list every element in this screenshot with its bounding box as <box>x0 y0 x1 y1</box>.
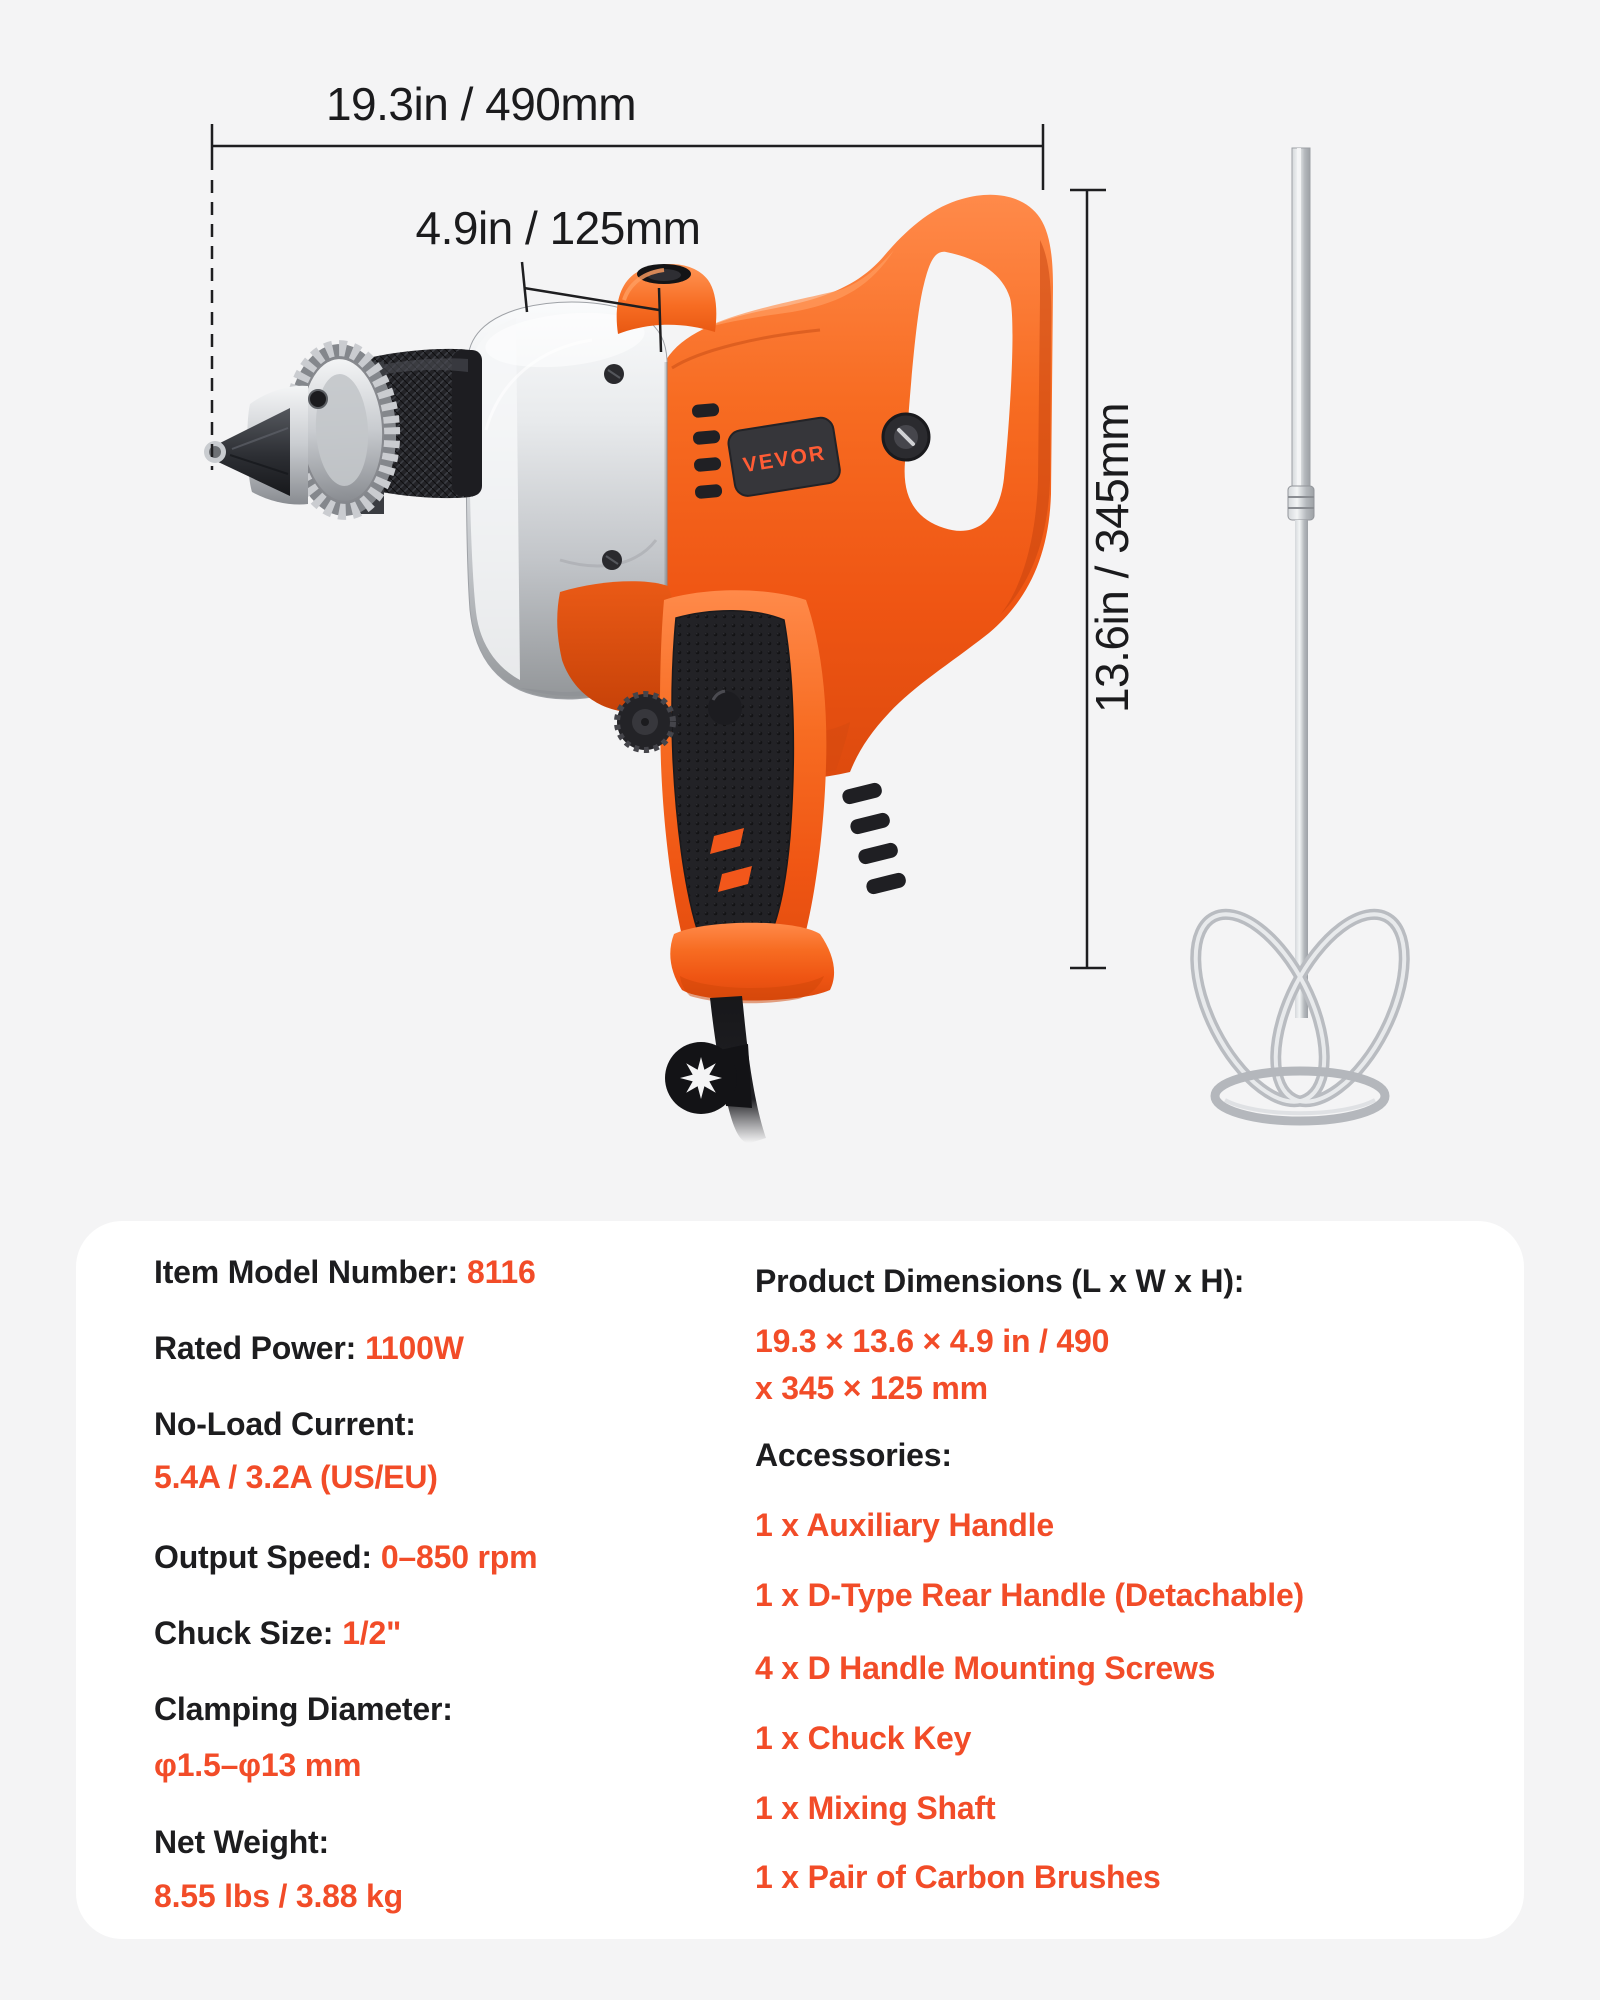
trigger-button <box>708 691 742 725</box>
accessory-item <box>755 1857 1161 1897</box>
spec-clamping-diameter-label <box>154 1689 453 1729</box>
spec-product-dimensions-value-line1 <box>755 1321 1109 1361</box>
accessory-item <box>755 1575 1304 1615</box>
spec-label: Rated Power: <box>154 1330 357 1366</box>
spec-net-weight-value <box>154 1876 403 1916</box>
spec-value: x 345 × 125 mm <box>755 1370 988 1406</box>
spec-net-weight-label <box>154 1822 329 1862</box>
spec-clamping-diameter-value <box>154 1745 361 1785</box>
grip-handle <box>557 581 834 1003</box>
spec-label: Chuck Size: <box>154 1615 334 1651</box>
length-dimension-label: 19.3in / 490mm <box>325 78 637 130</box>
accessory-item <box>755 1718 971 1758</box>
spec-card <box>76 1221 1524 1939</box>
spec-chuck-size <box>154 1613 401 1653</box>
spec-label: No-Load Current: <box>154 1406 416 1442</box>
speed-dial-knob <box>883 414 929 460</box>
spec-value: 1100W <box>365 1330 464 1366</box>
brand-logo-text: VEVOR <box>741 441 828 478</box>
power-cord <box>665 996 766 1143</box>
accessory-text: 4 x D Handle Mounting Screws <box>755 1650 1216 1686</box>
spec-label: Clamping Diameter: <box>154 1691 453 1727</box>
spec-label: Item Model Number: <box>154 1254 458 1290</box>
accessory-text: 1 x Auxiliary Handle <box>755 1507 1054 1543</box>
spec-value: 8.55 lbs / 3.88 kg <box>154 1878 403 1914</box>
spec-product-dimensions-label <box>755 1261 1244 1301</box>
accessory-item <box>755 1505 1054 1545</box>
mixing-shaft-illustration <box>1169 148 1431 1122</box>
width-dimension-label: 4.9in / 125mm <box>415 202 701 254</box>
drill-chuck <box>204 341 482 518</box>
spec-product-dimensions-value-line2 <box>755 1368 988 1408</box>
auxiliary-handle-mount <box>617 264 717 334</box>
spec-value: 5.4A / 3.2A (US/EU) <box>154 1459 438 1495</box>
spec-item-model-number <box>154 1252 536 1292</box>
accessory-item <box>755 1788 995 1828</box>
accessory-text: 1 x Chuck Key <box>755 1720 972 1756</box>
height-dimension-label: 13.6in / 345mm <box>1086 402 1138 714</box>
spec-label: Product Dimensions (L x W x H): <box>755 1263 1245 1299</box>
accessory-item <box>755 1648 1215 1688</box>
spec-output-speed <box>154 1537 537 1577</box>
cord-clip <box>665 1042 752 1114</box>
accessory-text: 1 x Pair of Carbon Brushes <box>755 1859 1161 1895</box>
spec-value: 19.3 × 13.6 × 4.9 in / 490 <box>755 1323 1110 1359</box>
lock-knob <box>617 694 673 750</box>
spec-value: 8116 <box>466 1254 536 1290</box>
spec-accessories-label <box>755 1435 952 1475</box>
spec-label: Output Speed: <box>154 1539 372 1575</box>
spec-value: 1/2" <box>342 1615 402 1651</box>
clip-star-hole <box>680 1057 722 1099</box>
accessory-text: 1 x Mixing Shaft <box>755 1790 996 1826</box>
spec-no-load-current-value <box>154 1457 438 1497</box>
chuck-key-hole <box>309 390 327 408</box>
spec-rated-power <box>154 1328 464 1368</box>
spec-value: 0–850 rpm <box>380 1539 538 1575</box>
spec-no-load-current-label <box>154 1404 416 1444</box>
spec-label: Net Weight: <box>154 1824 329 1860</box>
accessory-text: 1 x D-Type Rear Handle (Detachable) <box>755 1577 1305 1613</box>
spec-label: Accessories: <box>755 1437 952 1473</box>
drill-mixer-illustration <box>204 195 1053 1143</box>
vent-slots-lower <box>841 781 907 895</box>
spec-value: φ1.5–φ13 mm <box>154 1747 362 1783</box>
